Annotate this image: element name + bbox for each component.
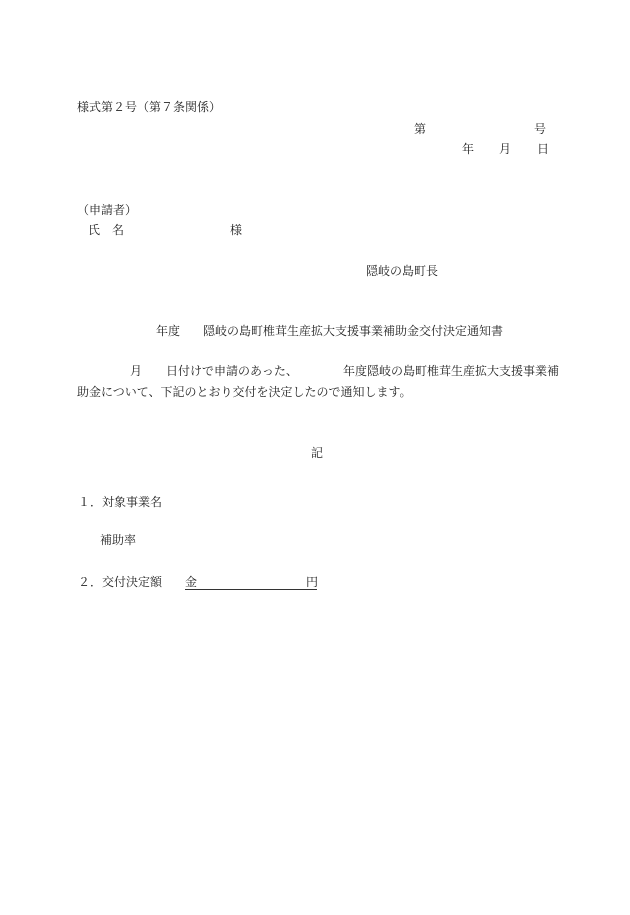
title-fiscal-year: 年度 bbox=[156, 324, 181, 338]
subsidy-rate-label: 補助率 bbox=[100, 533, 137, 547]
name-label-2: 名 bbox=[112, 223, 125, 237]
issuer: 隠岐の島町長 bbox=[366, 264, 439, 278]
date-year: 年 bbox=[462, 142, 475, 156]
honorific: 様 bbox=[230, 223, 243, 237]
amount-prefix: 金 bbox=[185, 575, 198, 589]
ki-heading: 記 bbox=[311, 446, 324, 460]
date-month: 月 bbox=[499, 142, 512, 156]
item2-label: ２．交付決定額 bbox=[78, 575, 163, 589]
body-part1: 日付けで申請のあった、 bbox=[166, 364, 298, 378]
name-label-1: 氏 bbox=[88, 223, 101, 237]
document-title: 隠岐の島町椎茸生産拡大支援事業補助金交付決定通知書 bbox=[203, 324, 504, 338]
doc-number-prefix: 第 bbox=[414, 122, 427, 136]
body-part2: 年度隠岐の島町椎茸生産拡大支援事業補 bbox=[343, 364, 560, 378]
amount-suffix: 円 bbox=[306, 575, 319, 589]
form-label: 様式第２号（第７条関係） bbox=[77, 100, 222, 114]
date-day: 日 bbox=[537, 142, 550, 156]
body-month: 月 bbox=[130, 364, 143, 378]
item1-label: １．対象事業名 bbox=[78, 495, 163, 509]
doc-number-suffix: 号 bbox=[534, 122, 547, 136]
body-line2: 助金について、下記のとおり交付を決定したので通知します。 bbox=[77, 385, 412, 399]
amount-underline bbox=[185, 574, 317, 590]
applicant-heading: （申請者） bbox=[77, 203, 138, 217]
